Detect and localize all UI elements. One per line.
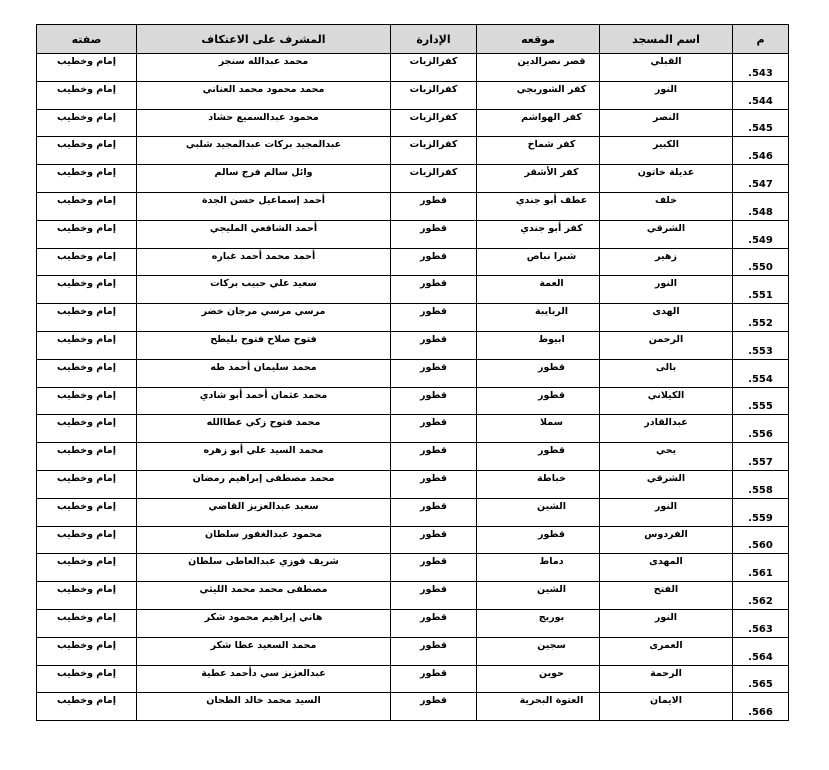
mosque-name-cell: الرحمن (600, 331, 733, 359)
supervisor-cell: محمد فتوح زكي عطاالله (137, 415, 391, 443)
row-number: 566. (733, 693, 789, 721)
table-row (37, 387, 789, 415)
location-cell: عطف أبو جندي (477, 192, 600, 220)
location-cell: دماط (477, 554, 600, 582)
supervisor-cell: عبدالعزيز سي دأحمد عطية (137, 665, 391, 693)
role-cell: إمام وخطيب (37, 165, 137, 193)
role-cell: إمام وخطيب (37, 443, 137, 471)
role-cell: إمام وخطيب (37, 276, 137, 304)
role-cell: إمام وخطيب (37, 304, 137, 332)
administration-cell: قطور (391, 276, 477, 304)
role-cell: إمام وخطيب (37, 137, 137, 165)
location-cell: قطور (477, 359, 600, 387)
mosque-name-cell: الكبير (600, 137, 733, 165)
administration-cell: قطور (391, 387, 477, 415)
role-cell: إمام وخطيب (37, 498, 137, 526)
role-cell: إمام وخطيب (37, 415, 137, 443)
row-number: 552. (733, 304, 789, 332)
table-row (37, 220, 789, 248)
supervisor-cell: هاني إبراهيم محمود شكر (137, 609, 391, 637)
supervisor-cell: مرسي مرسي مرجان خضر (137, 304, 391, 332)
administration-cell: كفرالزيات (391, 137, 477, 165)
supervisor-cell: سعيد عبدالعزيز القاضي (137, 498, 391, 526)
administration-cell: قطور (391, 220, 477, 248)
role-cell: إمام وخطيب (37, 470, 137, 498)
table-row (37, 276, 789, 304)
supervisor-cell: السيد محمد خالد الطحان (137, 693, 391, 721)
administration-cell: كفرالزيات (391, 165, 477, 193)
supervisor-cell: محمد السعيد عطا شكر (137, 637, 391, 665)
role-cell: إمام وخطيب (37, 359, 137, 387)
location-cell: ابيوط (477, 331, 600, 359)
supervisor-cell: محمود عبدالغفور سلطان (137, 526, 391, 554)
administration-cell: قطور (391, 554, 477, 582)
role-cell: إمام وخطيب (37, 220, 137, 248)
supervisor-cell: محمد مصطفى إبراهيم رمضان (137, 470, 391, 498)
administration-cell: قطور (391, 331, 477, 359)
row-number: 561. (733, 554, 789, 582)
table-row (37, 443, 789, 471)
table-row (37, 248, 789, 276)
mosque-name-cell: النصر (600, 109, 733, 137)
administration-cell: قطور (391, 693, 477, 721)
administration-cell: قطور (391, 192, 477, 220)
location-cell: الربايبة (477, 304, 600, 332)
role-cell: إمام وخطيب (37, 109, 137, 137)
row-number: 565. (733, 665, 789, 693)
administration-cell: كفرالزيات (391, 54, 477, 82)
supervisor-cell: شريف فوزي عبدالعاطى سلطان (137, 554, 391, 582)
supervisor-cell: سعيد علي حبيب بركات (137, 276, 391, 304)
row-number: 550. (733, 248, 789, 276)
row-number: 544. (733, 81, 789, 109)
supervisor-cell: أحمد إسماعيل حسن الجدة (137, 192, 391, 220)
row-number: 558. (733, 470, 789, 498)
supervisor-cell: أحمد الشافعي المليجي (137, 220, 391, 248)
location-cell: العتوة البحرية (477, 693, 600, 721)
mosques-table (36, 24, 789, 721)
location-cell: حوين (477, 665, 600, 693)
table-row (37, 137, 789, 165)
table-row (37, 54, 789, 82)
administration-cell: قطور (391, 665, 477, 693)
header-number: م (733, 25, 789, 54)
location-cell: كفر الأشقر (477, 165, 600, 193)
row-number: 549. (733, 220, 789, 248)
mosque-name-cell: بالى (600, 359, 733, 387)
table-row (37, 470, 789, 498)
row-number: 563. (733, 609, 789, 637)
header-location: موقعه (477, 25, 600, 54)
administration-cell: قطور (391, 359, 477, 387)
mosque-name-cell: زهير (600, 248, 733, 276)
mosque-name-cell: القبلي (600, 54, 733, 82)
administration-cell: قطور (391, 304, 477, 332)
mosque-name-cell: النور (600, 609, 733, 637)
role-cell: إمام وخطيب (37, 554, 137, 582)
location-cell: الشين (477, 582, 600, 610)
administration-cell: كفرالزيات (391, 81, 477, 109)
administration-cell: قطور (391, 526, 477, 554)
role-cell: إمام وخطيب (37, 387, 137, 415)
table-row (37, 637, 789, 665)
location-cell: بوريج (477, 609, 600, 637)
administration-cell: قطور (391, 498, 477, 526)
location-cell: كفر أبو جندي (477, 220, 600, 248)
table-header (37, 25, 789, 54)
role-cell: إمام وخطيب (37, 331, 137, 359)
row-number: 553. (733, 331, 789, 359)
mosque-name-cell: الشرقي (600, 470, 733, 498)
role-cell: إمام وخطيب (37, 192, 137, 220)
table-row (37, 165, 789, 193)
supervisor-cell: مصطفى محمد محمد الليثي (137, 582, 391, 610)
administration-cell: كفرالزيات (391, 109, 477, 137)
supervisor-cell: محمد السيد علي أبو زهره (137, 443, 391, 471)
table-row (37, 304, 789, 332)
administration-cell: قطور (391, 637, 477, 665)
row-number: 554. (733, 359, 789, 387)
supervisor-cell: محمد عثمان أحمد أبو شادي (137, 387, 391, 415)
location-cell: سجين (477, 637, 600, 665)
supervisor-cell: محمد عبدالله سنجر (137, 54, 391, 82)
row-number: 564. (733, 637, 789, 665)
row-number: 562. (733, 582, 789, 610)
row-number: 556. (733, 415, 789, 443)
table-row (37, 693, 789, 721)
row-number: 546. (733, 137, 789, 165)
mosque-name-cell: العمرى (600, 637, 733, 665)
location-cell: قطور (477, 443, 600, 471)
row-number: 551. (733, 276, 789, 304)
header-row (37, 25, 789, 54)
location-cell: كفر شماخ (477, 137, 600, 165)
table-row (37, 415, 789, 443)
location-cell: كفر الهواشم (477, 109, 600, 137)
table-row (37, 554, 789, 582)
administration-cell: قطور (391, 582, 477, 610)
mosque-name-cell: عبدالقادر (600, 415, 733, 443)
role-cell: إمام وخطيب (37, 54, 137, 82)
mosque-name-cell: الشرقي (600, 220, 733, 248)
location-cell: سملا (477, 415, 600, 443)
location-cell: كفر الشوربجي (477, 81, 600, 109)
location-cell: خباطة (477, 470, 600, 498)
mosque-name-cell: عديلة خاتون (600, 165, 733, 193)
role-cell: إمام وخطيب (37, 526, 137, 554)
location-cell: قطور (477, 526, 600, 554)
location-cell: قصر نصرالدين (477, 54, 600, 82)
row-number: 543. (733, 54, 789, 82)
mosque-name-cell: المهدى (600, 554, 733, 582)
mosque-name-cell: الرحمة (600, 665, 733, 693)
role-cell: إمام وخطيب (37, 665, 137, 693)
administration-cell: قطور (391, 470, 477, 498)
header-role: صفته (37, 25, 137, 54)
table-row (37, 331, 789, 359)
supervisor-cell: محمد محمود محمد العناني (137, 81, 391, 109)
mosque-name-cell: خلف (600, 192, 733, 220)
mosque-name-cell: يحي (600, 443, 733, 471)
location-cell: الشين (477, 498, 600, 526)
table-row (37, 192, 789, 220)
table-row (37, 109, 789, 137)
location-cell: قطور (477, 387, 600, 415)
row-number: 547. (733, 165, 789, 193)
table-row (37, 609, 789, 637)
role-cell: إمام وخطيب (37, 81, 137, 109)
supervisor-cell: أحمد محمد أحمد غباره (137, 248, 391, 276)
mosque-name-cell: الهدى (600, 304, 733, 332)
administration-cell: قطور (391, 248, 477, 276)
header-supervisor: المشرف على الاعتكاف (137, 25, 391, 54)
role-cell: إمام وخطيب (37, 582, 137, 610)
administration-cell: قطور (391, 609, 477, 637)
role-cell: إمام وخطيب (37, 609, 137, 637)
table-row (37, 359, 789, 387)
row-number: 545. (733, 109, 789, 137)
mosque-name-cell: النور (600, 81, 733, 109)
supervisor-cell: فتوح صلاح فتوح بليطح (137, 331, 391, 359)
mosque-name-cell: الكيلاني (600, 387, 733, 415)
mosque-name-cell: النور (600, 498, 733, 526)
row-number: 557. (733, 443, 789, 471)
mosque-name-cell: النور (600, 276, 733, 304)
row-number: 555. (733, 387, 789, 415)
supervisor-cell: محمود عبدالسميع حشاد (137, 109, 391, 137)
administration-cell: قطور (391, 415, 477, 443)
row-number: 560. (733, 526, 789, 554)
administration-cell: قطور (391, 443, 477, 471)
location-cell: العمة (477, 276, 600, 304)
table-row (37, 498, 789, 526)
mosque-name-cell: الفردوس (600, 526, 733, 554)
location-cell: شبرا نباص (477, 248, 600, 276)
role-cell: إمام وخطيب (37, 637, 137, 665)
table-body (37, 54, 789, 721)
table-row (37, 81, 789, 109)
mosque-name-cell: الايمان (600, 693, 733, 721)
row-number: 548. (733, 192, 789, 220)
supervisor-cell: محمد سليمان أحمد طه (137, 359, 391, 387)
table-row (37, 582, 789, 610)
supervisor-cell: وائل سالم فرج سالم (137, 165, 391, 193)
supervisor-cell: عبدالمجيد بركات عبدالمجيد شلبي (137, 137, 391, 165)
table-row (37, 526, 789, 554)
header-mosque-name: اسم المسجد (600, 25, 733, 54)
row-number: 559. (733, 498, 789, 526)
role-cell: إمام وخطيب (37, 248, 137, 276)
header-administration: الإدارة (391, 25, 477, 54)
table-row (37, 665, 789, 693)
mosque-name-cell: الفتح (600, 582, 733, 610)
role-cell: إمام وخطيب (37, 693, 137, 721)
